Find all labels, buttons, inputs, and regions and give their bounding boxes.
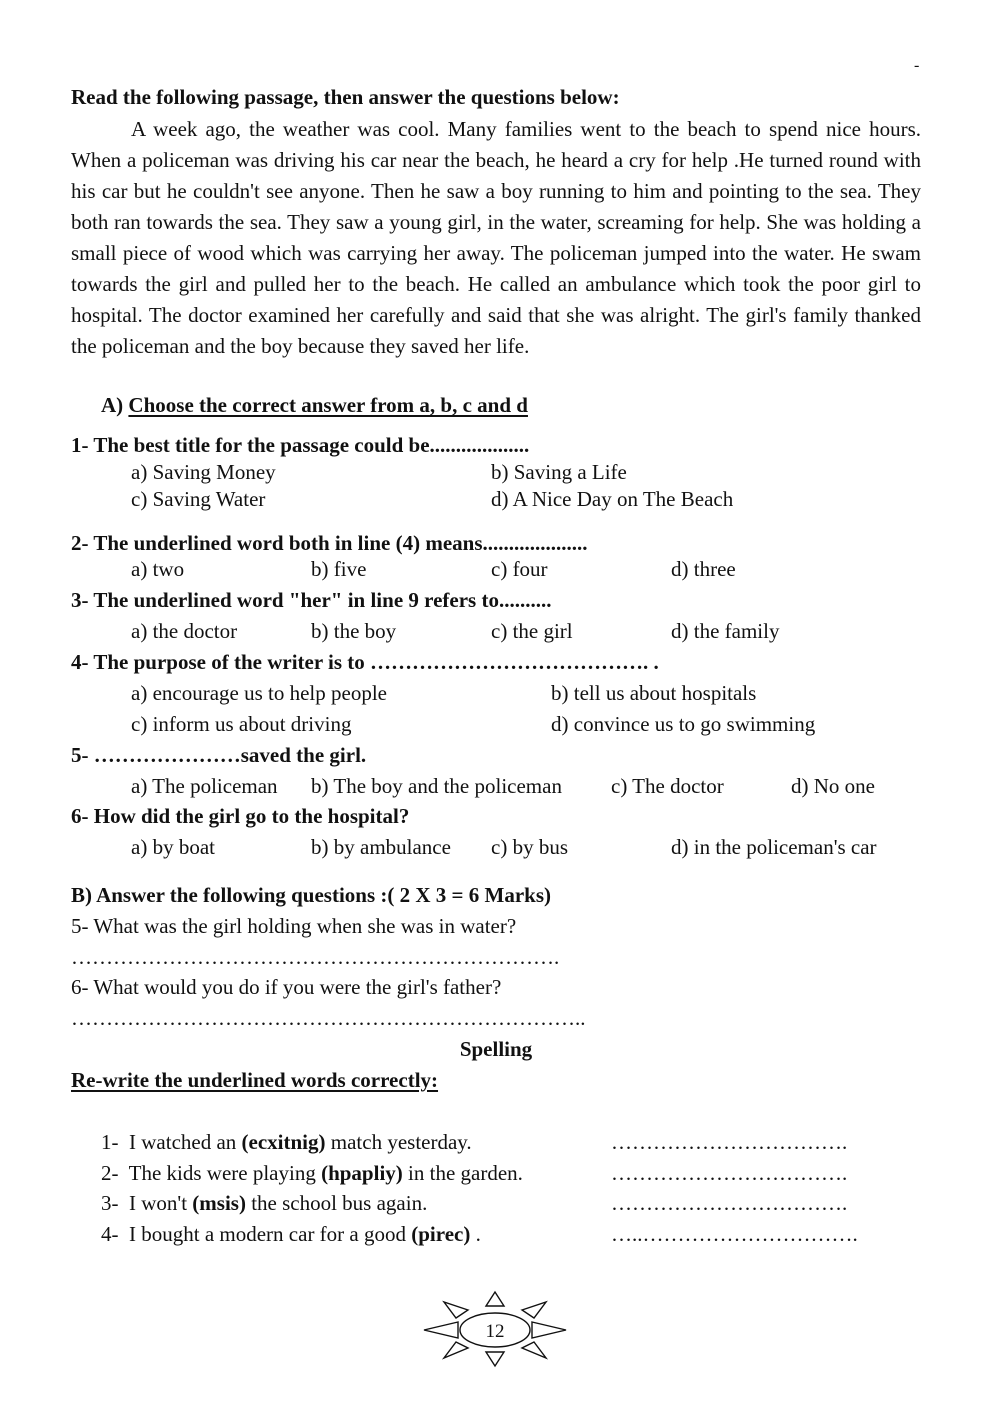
q3-option-c: c) the girl <box>491 619 573 643</box>
section-b-question-6: 6- What would you do if you were the girl's father? <box>71 975 502 999</box>
spelling-item-text: I won't <box>129 1191 193 1215</box>
spelling-answer-3[interactable]: ……………………………. <box>611 1191 848 1215</box>
spelling-item-text: . <box>470 1222 481 1246</box>
question-3: 3- The underlined word "her" in line 9 refers to.......... <box>71 588 552 612</box>
answer-line-6[interactable]: ……………………………………………………………….. <box>71 1006 586 1030</box>
spelling-item-text: The kids were playing <box>128 1161 322 1185</box>
q1-option-d: d) A Nice Day on The Beach <box>491 487 734 511</box>
q3-option-b: b) the boy <box>311 619 397 643</box>
spelling-item-2 <box>101 1163 523 1184</box>
spelling-item-4 <box>101 1224 481 1245</box>
q6-option-c: c) by bus <box>491 835 568 859</box>
scrambled-word: (msis) <box>192 1191 246 1215</box>
section-a-heading <box>101 395 528 416</box>
question-2: 2- The underlined word both in line (4) means.................... <box>71 531 588 555</box>
section-b-heading: B) Answer the following questions :( 2 X 3 = 6 Marks) <box>71 883 552 907</box>
spelling-item-number: 3- <box>101 1191 119 1215</box>
q6-option-d: d) in the policeman's car <box>671 835 877 859</box>
page-number-sun-ornament <box>420 1288 570 1368</box>
spelling-item-text: I watched an <box>129 1130 242 1154</box>
q6-option-b: b) by ambulance <box>311 835 451 859</box>
spelling-item-number: 2- <box>101 1161 119 1185</box>
q4-option-d: d) convince us to go swimming <box>551 712 816 736</box>
passage-text: A week ago, the weather was cool. Many families went to the beach to spend nice hours. When a policeman was driving his car near the beach, he heard a cry for help .He turned round with his car but he couldn't see anyone. Then he saw a boy running to him and pointing to the sea. They both ran towards the sea. They saw a young girl, in the water, screaming for help. She was holding a small piece of wood which was carrying her away. The policeman jumped into the water. He swam towards the girl and pulled her to the beach. He called an ambulance which took the poor girl to hospital. The doctor examined her carefully and said that she was alright. The girl's family thanked the policeman and the boy because they saved her life. <box>71 117 921 358</box>
answer-line-5[interactable]: ……………………………………………………………. <box>71 945 560 969</box>
q2-option-a: a) two <box>131 557 185 581</box>
question-5: 5- …………………saved the girl. <box>71 743 367 767</box>
q5-option-a: a) The policeman <box>131 774 278 798</box>
question-4: 4- The purpose of the writer is to …………………………………. . <box>71 650 659 674</box>
section-a-title: Choose the correct answer from a, b, c and d <box>128 393 528 417</box>
q5-option-b: b) The boy and the policeman <box>311 774 562 798</box>
question-1: 1- The best title for the passage could be................... <box>71 433 530 457</box>
q4-option-b: b) tell us about hospitals <box>551 681 757 705</box>
spelling-item-3 <box>101 1193 427 1214</box>
spelling-answer-1[interactable]: ……………………………. <box>611 1130 848 1154</box>
reading-passage <box>71 114 921 362</box>
q5-option-d: d) No one <box>791 774 875 798</box>
q2-option-c: c) four <box>491 557 548 581</box>
q3-option-d: d) the family <box>671 619 780 643</box>
spelling-answer-2[interactable]: ……………………………. <box>611 1161 848 1185</box>
q4-option-c: c) inform us about driving <box>131 712 352 736</box>
spelling-instruction: Re-write the underlined words correctly: <box>71 1068 439 1092</box>
scrambled-word: (hpapliy) <box>321 1161 403 1185</box>
q5-option-c: c) The doctor <box>611 774 724 798</box>
q3-option-a: a) the doctor <box>131 619 238 643</box>
corner-dash: - <box>914 57 920 74</box>
spelling-item-text: in the garden. <box>402 1161 523 1185</box>
spelling-answer-4[interactable]: …..…………………………. <box>611 1222 858 1246</box>
q1-option-c: c) Saving Water <box>131 487 266 511</box>
spelling-title: Spelling <box>459 1037 533 1061</box>
spelling-item-text: match yesterday. <box>325 1130 472 1154</box>
scrambled-word: (pirec) <box>411 1222 471 1246</box>
page-number: 12 <box>485 1321 505 1342</box>
q1-option-a: a) Saving Money <box>131 460 276 484</box>
spelling-item-number: 1- <box>101 1130 119 1154</box>
section-a-prefix: A) <box>101 393 124 417</box>
q2-option-d: d) three <box>671 557 736 581</box>
spelling-item-number: 4- <box>101 1222 119 1246</box>
q2-option-b: b) five <box>311 557 367 581</box>
scrambled-word: (ecxitnig) <box>241 1130 326 1154</box>
q6-option-a: a) by boat <box>131 835 215 859</box>
spelling-item-text: I bought a modern car for a good <box>129 1222 412 1246</box>
passage-heading: Read the following passage, then answer the questions below: <box>71 85 620 109</box>
q1-option-b: b) Saving a Life <box>491 460 627 484</box>
spelling-item-1 <box>101 1132 472 1153</box>
spelling-item-text: the school bus again. <box>245 1191 428 1215</box>
q4-option-a: a) encourage us to help people <box>131 681 387 705</box>
question-6: 6- How did the girl go to the hospital? <box>71 804 410 828</box>
section-b-question-5: 5- What was the girl holding when she was in water? <box>71 914 517 938</box>
